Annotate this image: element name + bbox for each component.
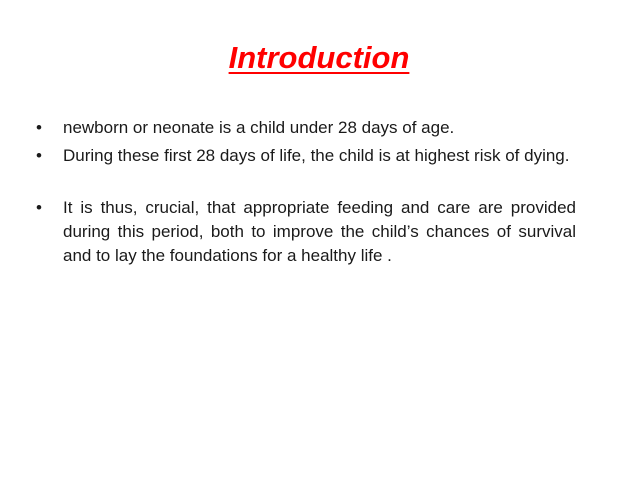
bullet-icon: • [36,198,42,217]
bullet-icon: • [36,118,42,137]
bullet-icon: • [36,146,42,165]
bullet-item [36,116,576,140]
bullet-item [36,196,576,268]
bullet-text: During these first 28 days of life, the child is at highest risk of dying. [63,146,570,165]
slide-title: Introduction [228,40,410,75]
bullet-text: newborn or neonate is a child under 28 days of age. [63,118,455,137]
bullet-list [36,116,576,268]
bullet-text: It is thus, crucial, that appropriate feeding and care are provided during this period, both to improve the child’s chances of survival and to lay the foundations for a healthy life . [63,198,576,265]
bullet-item [36,144,576,168]
